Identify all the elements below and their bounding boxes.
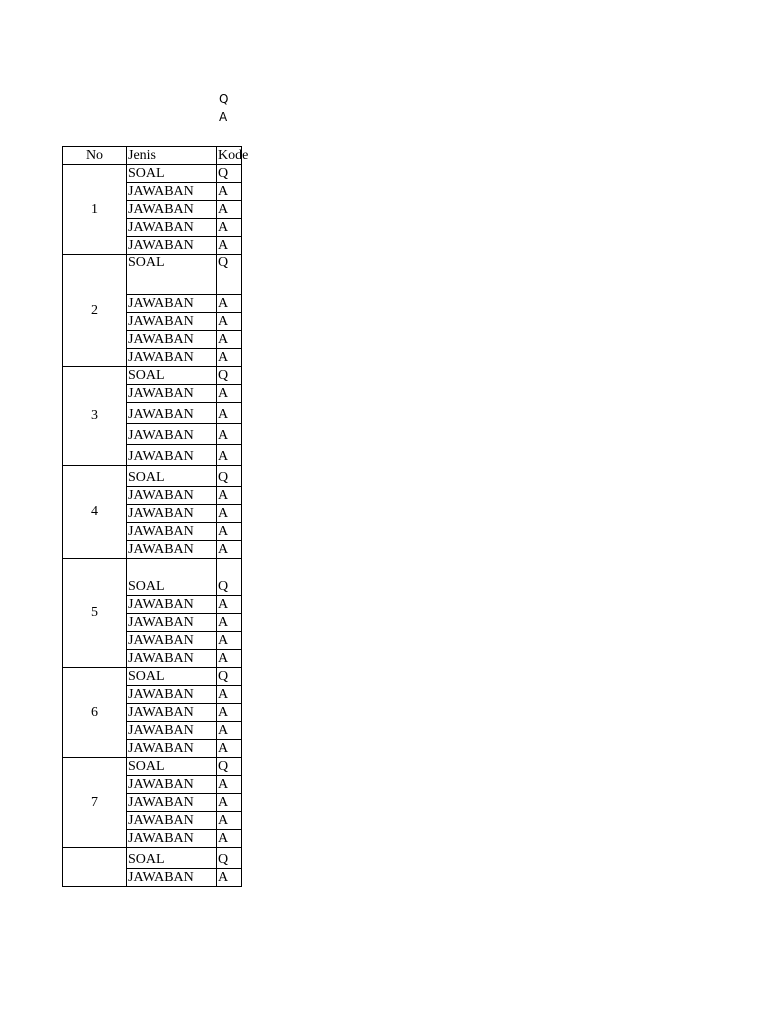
- kode-cell[interactable]: A: [217, 487, 242, 505]
- jenis-cell[interactable]: SOAL: [127, 367, 217, 385]
- jenis-cell[interactable]: JAWABAN: [127, 505, 217, 523]
- kode-cell[interactable]: A: [217, 505, 242, 523]
- kode-cell[interactable]: A: [217, 632, 242, 650]
- jenis-cell[interactable]: JAWABAN: [127, 686, 217, 704]
- jenis-cell[interactable]: SOAL: [127, 255, 217, 295]
- jenis-cell[interactable]: JAWABAN: [127, 830, 217, 848]
- kode-cell[interactable]: Q: [217, 466, 242, 487]
- jenis-cell[interactable]: JAWABAN: [127, 704, 217, 722]
- jenis-cell[interactable]: JAWABAN: [127, 812, 217, 830]
- table-row: [63, 758, 242, 776]
- jenis-cell[interactable]: JAWABAN: [127, 219, 217, 237]
- kode-cell[interactable]: Q: [217, 848, 242, 869]
- kode-cell[interactable]: A: [217, 523, 242, 541]
- jenis-cell[interactable]: JAWABAN: [127, 596, 217, 614]
- kode-cell[interactable]: A: [217, 869, 242, 887]
- jenis-cell[interactable]: SOAL: [127, 466, 217, 487]
- kode-cell[interactable]: A: [217, 722, 242, 740]
- no-cell[interactable]: 4: [63, 466, 127, 559]
- jenis-cell[interactable]: SOAL: [127, 668, 217, 686]
- kode-cell[interactable]: Q: [217, 668, 242, 686]
- jenis-cell[interactable]: SOAL: [127, 848, 217, 869]
- legend-answer-code: A: [219, 110, 228, 124]
- question-answer-table: [62, 146, 249, 887]
- jenis-cell[interactable]: JAWABAN: [127, 237, 217, 255]
- table-body: [63, 165, 242, 887]
- jenis-cell[interactable]: JAWABAN: [127, 385, 217, 403]
- kode-cell[interactable]: A: [217, 183, 242, 201]
- jenis-cell[interactable]: JAWABAN: [127, 349, 217, 367]
- kode-cell[interactable]: A: [217, 704, 242, 722]
- table-row: [63, 848, 242, 869]
- kode-cell[interactable]: A: [217, 650, 242, 668]
- jenis-cell[interactable]: JAWABAN: [127, 487, 217, 505]
- jenis-cell[interactable]: JAWABAN: [127, 869, 217, 887]
- jenis-cell[interactable]: JAWABAN: [127, 541, 217, 559]
- kode-cell[interactable]: A: [217, 830, 242, 848]
- jenis-cell[interactable]: JAWABAN: [127, 331, 217, 349]
- jenis-cell[interactable]: SOAL: [127, 758, 217, 776]
- kode-cell[interactable]: A: [217, 403, 242, 424]
- kode-cell[interactable]: A: [217, 740, 242, 758]
- kode-cell[interactable]: A: [217, 614, 242, 632]
- kode-cell[interactable]: Q: [217, 559, 242, 596]
- table-row: [63, 165, 242, 183]
- no-cell[interactable]: 5: [63, 559, 127, 668]
- no-cell[interactable]: 3: [63, 367, 127, 466]
- kode-cell[interactable]: A: [217, 313, 242, 331]
- kode-cell[interactable]: A: [217, 776, 242, 794]
- jenis-cell[interactable]: SOAL: [127, 559, 217, 596]
- header-no[interactable]: No: [63, 147, 127, 165]
- table-row: [63, 255, 242, 295]
- kode-cell[interactable]: A: [217, 219, 242, 237]
- no-cell[interactable]: 6: [63, 668, 127, 758]
- jenis-cell[interactable]: SOAL: [127, 165, 217, 183]
- kode-cell[interactable]: A: [217, 295, 242, 313]
- legend-question-code: Q: [219, 92, 229, 106]
- kode-cell[interactable]: Q: [217, 255, 242, 295]
- kode-cell[interactable]: A: [217, 331, 242, 349]
- jenis-cell[interactable]: JAWABAN: [127, 614, 217, 632]
- jenis-cell[interactable]: JAWABAN: [127, 632, 217, 650]
- code-legend: [219, 90, 228, 126]
- jenis-cell[interactable]: JAWABAN: [127, 740, 217, 758]
- kode-cell[interactable]: Q: [217, 165, 242, 183]
- jenis-cell[interactable]: JAWABAN: [127, 794, 217, 812]
- spreadsheet-area: [62, 146, 249, 941]
- jenis-cell[interactable]: JAWABAN: [127, 523, 217, 541]
- jenis-cell[interactable]: JAWABAN: [127, 776, 217, 794]
- jenis-cell[interactable]: JAWABAN: [127, 650, 217, 668]
- kode-cell[interactable]: A: [217, 445, 242, 466]
- no-cell[interactable]: 2: [63, 255, 127, 367]
- kode-cell[interactable]: Q: [217, 367, 242, 385]
- header-row: [63, 147, 242, 165]
- jenis-cell[interactable]: JAWABAN: [127, 295, 217, 313]
- jenis-cell[interactable]: JAWABAN: [127, 183, 217, 201]
- table-row: [63, 668, 242, 686]
- kode-cell[interactable]: A: [217, 812, 242, 830]
- kode-cell[interactable]: A: [217, 349, 242, 367]
- kode-cell[interactable]: A: [217, 686, 242, 704]
- kode-cell[interactable]: A: [217, 794, 242, 812]
- table-row: [63, 559, 242, 596]
- no-cell[interactable]: 1: [63, 165, 127, 255]
- table-row: [63, 466, 242, 487]
- jenis-cell[interactable]: JAWABAN: [127, 445, 217, 466]
- kode-cell[interactable]: A: [217, 385, 242, 403]
- kode-cell[interactable]: A: [217, 541, 242, 559]
- header-jenis[interactable]: Jenis: [127, 147, 217, 165]
- jenis-cell[interactable]: JAWABAN: [127, 722, 217, 740]
- no-cell[interactable]: [63, 848, 127, 887]
- header-kode[interactable]: Kode: [218, 147, 249, 163]
- table-row: [63, 367, 242, 385]
- kode-cell[interactable]: A: [217, 424, 242, 445]
- jenis-cell[interactable]: JAWABAN: [127, 424, 217, 445]
- no-cell[interactable]: 7: [63, 758, 127, 848]
- jenis-cell[interactable]: JAWABAN: [127, 403, 217, 424]
- kode-cell[interactable]: Q: [217, 758, 242, 776]
- jenis-cell[interactable]: JAWABAN: [127, 313, 217, 331]
- kode-cell[interactable]: A: [217, 237, 242, 255]
- jenis-cell[interactable]: JAWABAN: [127, 201, 217, 219]
- kode-cell[interactable]: A: [217, 201, 242, 219]
- kode-cell[interactable]: A: [217, 596, 242, 614]
